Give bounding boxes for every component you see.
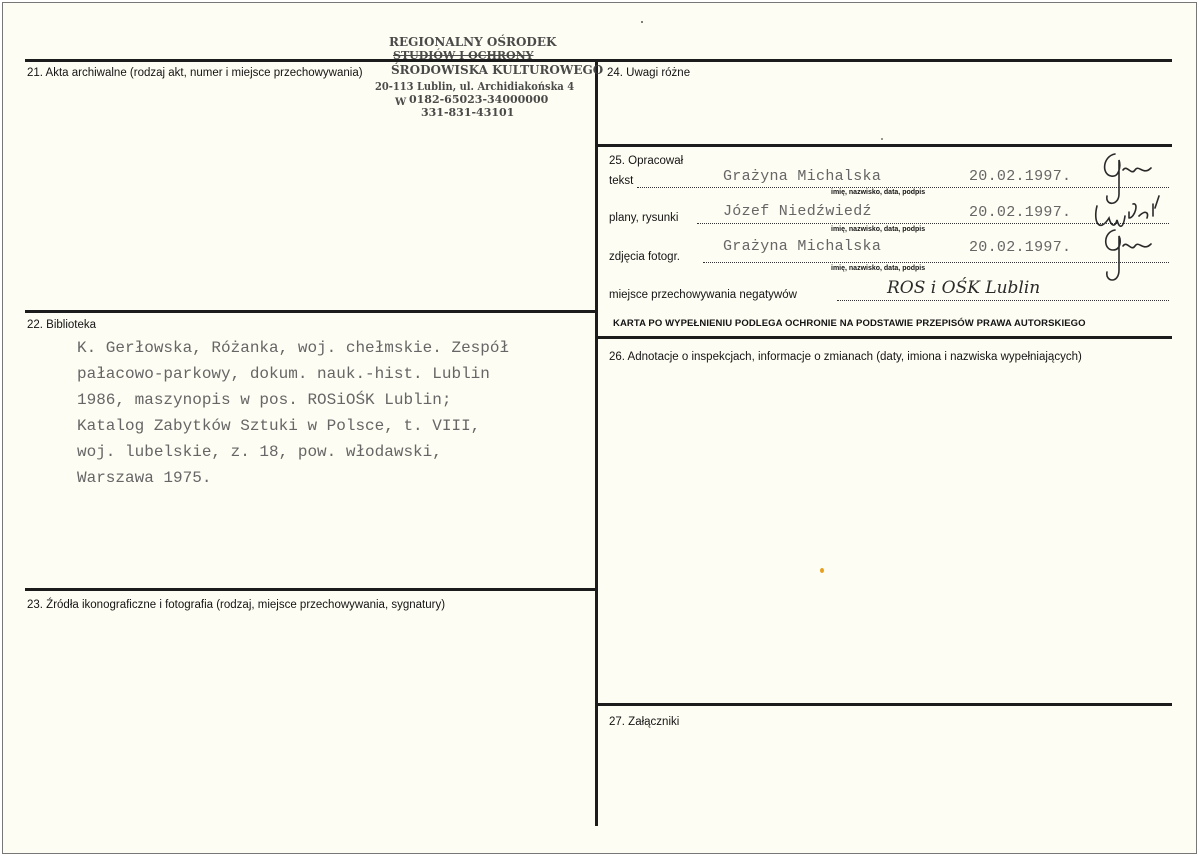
paper-mark bbox=[641, 21, 643, 23]
row-text-date: 20.02.1997. bbox=[969, 168, 1072, 185]
record-card bbox=[2, 2, 1197, 854]
rule-24-25 bbox=[598, 144, 1172, 147]
negatives-label: miejsce przechowywania negatywów bbox=[609, 289, 797, 301]
section-23-label: 23. Źródła ikonograficzne i fotografia (rodzaj, miejsce przechowywania, sygnatury) bbox=[27, 599, 446, 611]
top-rule-right bbox=[598, 59, 1172, 62]
paper-mark bbox=[820, 568, 824, 573]
bibliography-line: pałacowo-parkowy, dokum. nauk.-hist. Lublin bbox=[77, 365, 490, 383]
section-22-label: 22. Biblioteka bbox=[27, 319, 97, 331]
rule-notice-bottom bbox=[598, 336, 1172, 339]
row-plans-name: Józef Niedźwiedź bbox=[723, 203, 872, 220]
stamp-line-4: 20-113 Lublin, ul. Archidiakońska 4 bbox=[375, 79, 575, 93]
row-text-caption: imię, nazwisko, data, podpis bbox=[831, 189, 926, 196]
stamp-line-2: STUDIÓW I OCHRONY bbox=[393, 49, 534, 62]
bibliography-line: Warszawa 1975. bbox=[77, 469, 212, 487]
rule-22-23 bbox=[25, 588, 598, 591]
row-text-label: tekst bbox=[609, 175, 634, 187]
row-photos-caption: imię, nazwisko, data, podpis bbox=[831, 265, 926, 272]
row-plans-caption: imię, nazwisko, data, podpis bbox=[831, 226, 926, 233]
section-27-label: 27. Załączniki bbox=[609, 716, 680, 728]
section-26-label: 26. Adnotacje o inspekcjach, informacje o zmianach (daty, imiona i nazwiska wypełniających) bbox=[609, 351, 1082, 363]
row-text-name: Grażyna Michalska bbox=[723, 168, 882, 185]
center-divider bbox=[595, 59, 598, 826]
bibliography-line: 1986, maszynopis w pos. ROSiOŚK Lublin; bbox=[77, 391, 452, 409]
row-text-line bbox=[637, 187, 1169, 188]
row-photos-name: Grażyna Michalska bbox=[723, 238, 882, 255]
bibliography-line: K. Gerłowska, Różanka, woj. chełmskie. Zespół bbox=[77, 339, 510, 357]
bibliography-line: Katalog Zabytków Sztuki w Polsce, t. VIII, bbox=[77, 417, 481, 435]
negatives-line bbox=[837, 300, 1169, 301]
stamp-line-5: 0182-65023-34000000 bbox=[409, 93, 549, 106]
section-25-label: 25. Opracował bbox=[609, 155, 684, 167]
bibliography-line: woj. lubelskie, z. 18, pow. włodawski, bbox=[77, 443, 442, 461]
stamp-line-7: W bbox=[395, 97, 407, 108]
row-photos-label: zdjęcia fotogr. bbox=[609, 251, 680, 263]
section-21-label: 21. Akta archiwalne (rodzaj akt, numer i miejsce przechowywania) bbox=[27, 67, 363, 79]
copyright-notice: KARTA PO WYPEŁNIENIU PODLEGA OCHRONIE NA PODSTAWIE PRZEPISÓW PRAWA AUTORSKIEGO bbox=[613, 318, 1086, 329]
stamp-line-6: 331-831-43101 bbox=[421, 106, 515, 119]
row-plans-label: plany, rysunki bbox=[609, 212, 679, 224]
negatives-value: ROS i OŚK Lublin bbox=[887, 278, 1041, 298]
stamp-line-3: ŚRODOWISKA KULTUROWEGO bbox=[391, 63, 604, 77]
row-photos-date: 20.02.1997. bbox=[969, 239, 1072, 256]
handwritten-signatures bbox=[1093, 146, 1173, 286]
row-plans-date: 20.02.1997. bbox=[969, 204, 1072, 221]
bibliography-text bbox=[77, 335, 509, 491]
rule-21-22 bbox=[25, 310, 598, 313]
rule-26-27 bbox=[598, 703, 1172, 706]
stamp-line-1: REGIONALNY OŚRODEK bbox=[389, 35, 557, 49]
paper-mark bbox=[881, 138, 883, 140]
section-24-label: 24. Uwagi różne bbox=[607, 67, 691, 79]
